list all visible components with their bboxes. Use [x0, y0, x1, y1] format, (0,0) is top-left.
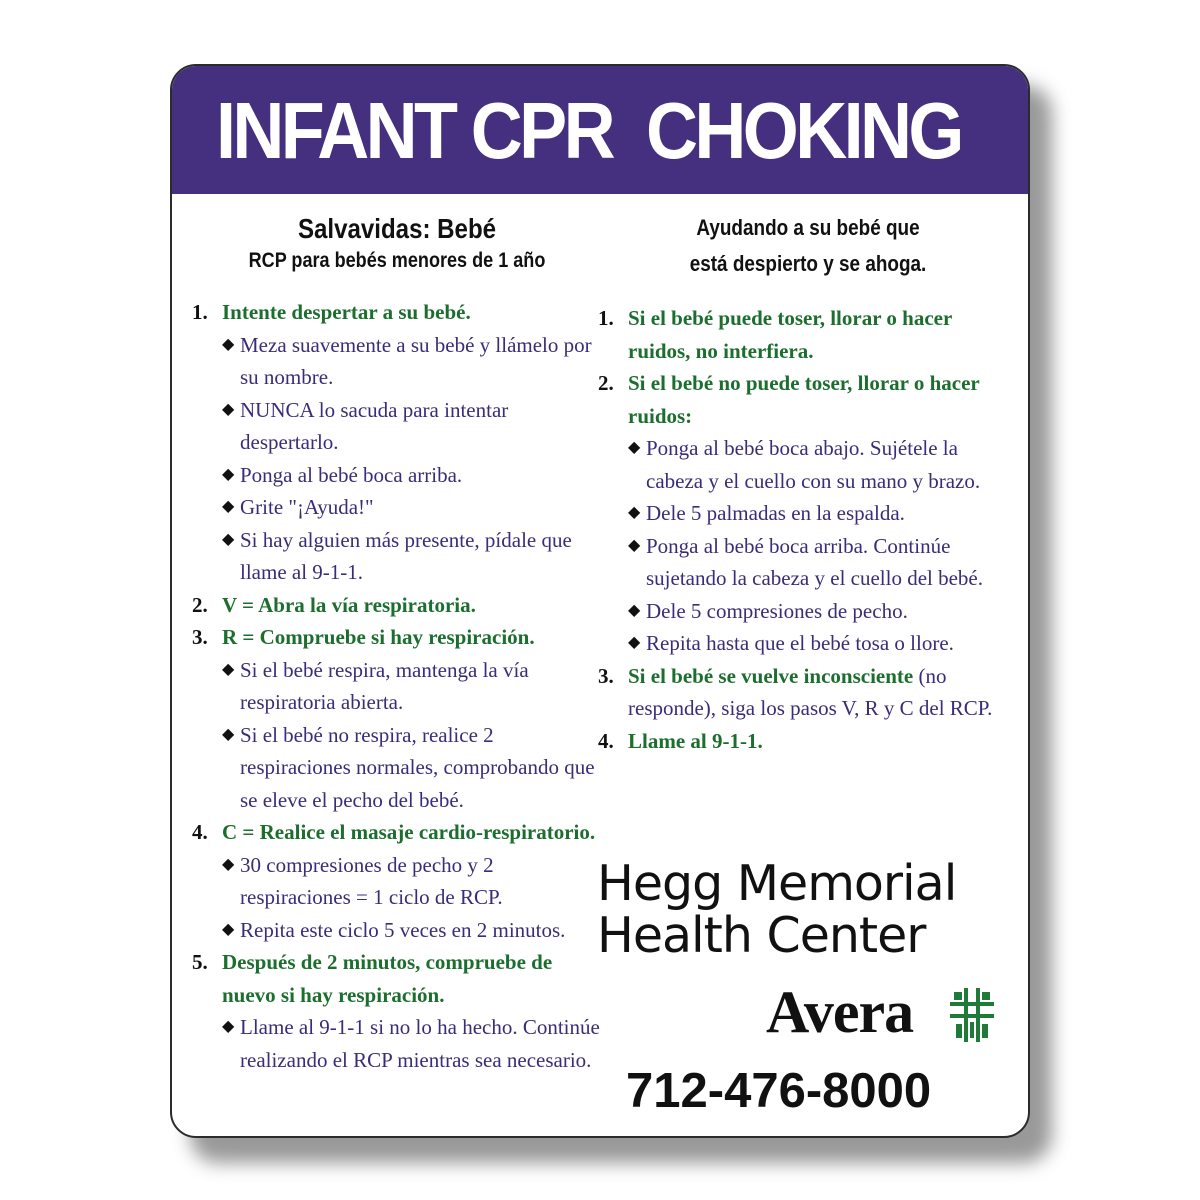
magnet-card: [170, 64, 1030, 1138]
choking-heading: [627, 210, 988, 282]
diamond-bullet-icon: ◆: [628, 536, 641, 554]
step-number: 3.: [598, 663, 614, 688]
step-heading: Si el bebé puede toser, llorar o hacer ruidos, no interfiera.: [628, 306, 952, 363]
step-heading: Si el bebé no puede toser, llorar o hacer ruidos:: [628, 371, 980, 428]
step-number: 4.: [192, 820, 208, 844]
diamond-bullet-icon: ◆: [222, 920, 235, 938]
step-text: [628, 367, 1018, 432]
diamond-bullet-icon: ◆: [628, 504, 641, 521]
diamond-bullet-icon: ◆: [222, 498, 235, 515]
diamond-bullet-icon: ◆: [222, 530, 235, 548]
organization-name: [597, 855, 957, 964]
bullet-text: Si el bebé no respira, realice 2 respiraciones normales, comprobando que se eleve el pecho del bebé.: [240, 722, 595, 812]
step-number: 5.: [192, 950, 208, 974]
diamond-bullet-icon: ◆: [222, 1018, 235, 1035]
bullet-item: [222, 394, 602, 459]
bullet-item: [222, 849, 602, 914]
step-item: [598, 302, 1018, 367]
header-banner: [172, 66, 1028, 194]
step-number: 2.: [598, 371, 614, 395]
diamond-bullet-icon: ◆: [222, 660, 235, 678]
bullet-item: [222, 654, 602, 719]
step-item: [598, 660, 1018, 725]
step-text: [628, 660, 1018, 725]
diamond-bullet-icon: ◆: [222, 465, 235, 483]
step-text: [222, 946, 602, 1011]
choking-heading-line2: está despierto y se ahoga.: [689, 251, 927, 276]
bullet-item: [628, 530, 1018, 595]
step-number: 2.: [192, 592, 208, 617]
diamond-bullet-icon: ◆: [628, 439, 641, 456]
choking-title: CHOKING: [646, 86, 961, 175]
bullet-item: [222, 329, 602, 394]
avera-cross-logo-icon: [950, 988, 994, 1042]
bullet-text: Ponga al bebé boca arriba. Continúe sujetando la cabeza y el cuello del bebé.: [646, 533, 984, 590]
step-heading: Después de 2 minutos, compruebe de nuevo si hay respiración.: [222, 950, 553, 1007]
choking-column: [598, 194, 1018, 757]
cpr-heading: Salvavidas: Bebé: [297, 213, 497, 244]
bullet-item: [222, 459, 602, 492]
bullet-text: Si el bebé respira, mantenga la vía respiratoria abierta.: [240, 657, 529, 714]
step-text: [222, 621, 602, 654]
bullet-text: Llame al 9-1-1 si no lo ha hecho. Continúe realizando el RCP mientras sea necesario.: [240, 1015, 600, 1072]
diamond-bullet-icon: ◆: [222, 400, 235, 418]
diamond-bullet-icon: ◆: [628, 601, 641, 619]
bullet-text: NUNCA lo sacuda para intentar despertarlo.: [240, 397, 509, 454]
step-heading: Si el bebé se vuelve inconsciente: [628, 663, 914, 688]
bullet-item: [222, 914, 602, 947]
step-number: 3.: [192, 625, 208, 649]
bullet-text: Si hay alguien más presente, pídale que llame al 9-1-1.: [240, 527, 572, 584]
bullet-text: 30 compresiones de pecho y 2 respiraciones = 1 ciclo de RCP.: [240, 852, 503, 909]
bullet-text: Grite "¡Ayuda!": [240, 495, 374, 519]
diamond-bullet-icon: ◆: [222, 335, 235, 353]
bullet-list: [628, 432, 1018, 660]
diamond-bullet-icon: ◆: [628, 634, 641, 651]
step-number: 1.: [598, 306, 614, 330]
step-item: [192, 296, 602, 589]
cpr-column: [192, 194, 602, 1076]
step-item: [192, 621, 602, 816]
step-item: [598, 725, 1018, 758]
bullet-list: [222, 849, 602, 947]
step-detail: (no responde), siga los pasos V, R y C del RCP.: [628, 663, 993, 720]
step-item: [192, 589, 602, 622]
step-text: [628, 302, 1018, 367]
step-number: 4.: [598, 728, 614, 753]
org-line1: Hegg Memorial: [597, 855, 957, 912]
bullet-list: [222, 1011, 602, 1076]
bullet-text: Ponga al bebé boca abajo. Sujétele la cabeza y el cuello con su mano y brazo.: [646, 436, 981, 493]
step-item: [192, 946, 602, 1076]
phone-number: 712-476-8000: [626, 1064, 932, 1118]
infant-cpr-title: INFANT CPR: [216, 86, 612, 175]
step-text: [222, 296, 602, 329]
bullet-item: [628, 595, 1018, 628]
step-text: [222, 589, 602, 622]
step-text: [628, 725, 1018, 758]
diamond-bullet-icon: ◆: [222, 725, 235, 743]
choking-heading-line1: Ayudando a su bebé que: [696, 215, 920, 240]
bullet-item: [628, 497, 1018, 530]
step-number: 1.: [192, 300, 208, 324]
step-item: [192, 816, 602, 946]
step-heading: R = Compruebe si hay respiración.: [222, 625, 535, 649]
bullet-item: [628, 627, 1018, 660]
cpr-steps-list: [192, 296, 602, 1076]
bullet-text: Meza suavemente a su bebé y llámelo por su nombre.: [240, 332, 592, 389]
avera-wordmark: Avera: [766, 979, 914, 1045]
bullet-text: Repita hasta que el bebé tosa o llore.: [646, 631, 954, 655]
bullet-text: Repita este ciclo 5 veces en 2 minutos.: [240, 917, 566, 942]
bullet-list: [222, 329, 602, 589]
bullet-list: [222, 654, 602, 817]
choking-steps-list: [598, 302, 1018, 757]
bullet-text: Dele 5 compresiones de pecho.: [646, 598, 908, 623]
bullet-text: Dele 5 palmadas en la espalda.: [646, 501, 905, 525]
step-text: [222, 816, 602, 849]
step-heading: V = Abra la vía respiratoria.: [222, 592, 476, 617]
bullet-item: [222, 491, 602, 524]
org-line2: Health Center: [597, 907, 926, 964]
step-heading: Intente despertar a su bebé.: [222, 300, 471, 324]
step-heading: Llame al 9-1-1.: [628, 728, 763, 753]
cpr-subheading: RCP para bebés menores de 1 año: [248, 249, 546, 272]
bullet-item: [222, 1011, 602, 1076]
bullet-text: Ponga al bebé boca arriba.: [240, 462, 463, 487]
bullet-item: [628, 432, 1018, 497]
bullet-item: [222, 719, 602, 817]
bullet-item: [222, 524, 602, 589]
step-heading: C = Realice el masaje cardio-respiratorio.: [222, 820, 596, 844]
diamond-bullet-icon: ◆: [222, 855, 235, 873]
step-item: [598, 367, 1018, 660]
